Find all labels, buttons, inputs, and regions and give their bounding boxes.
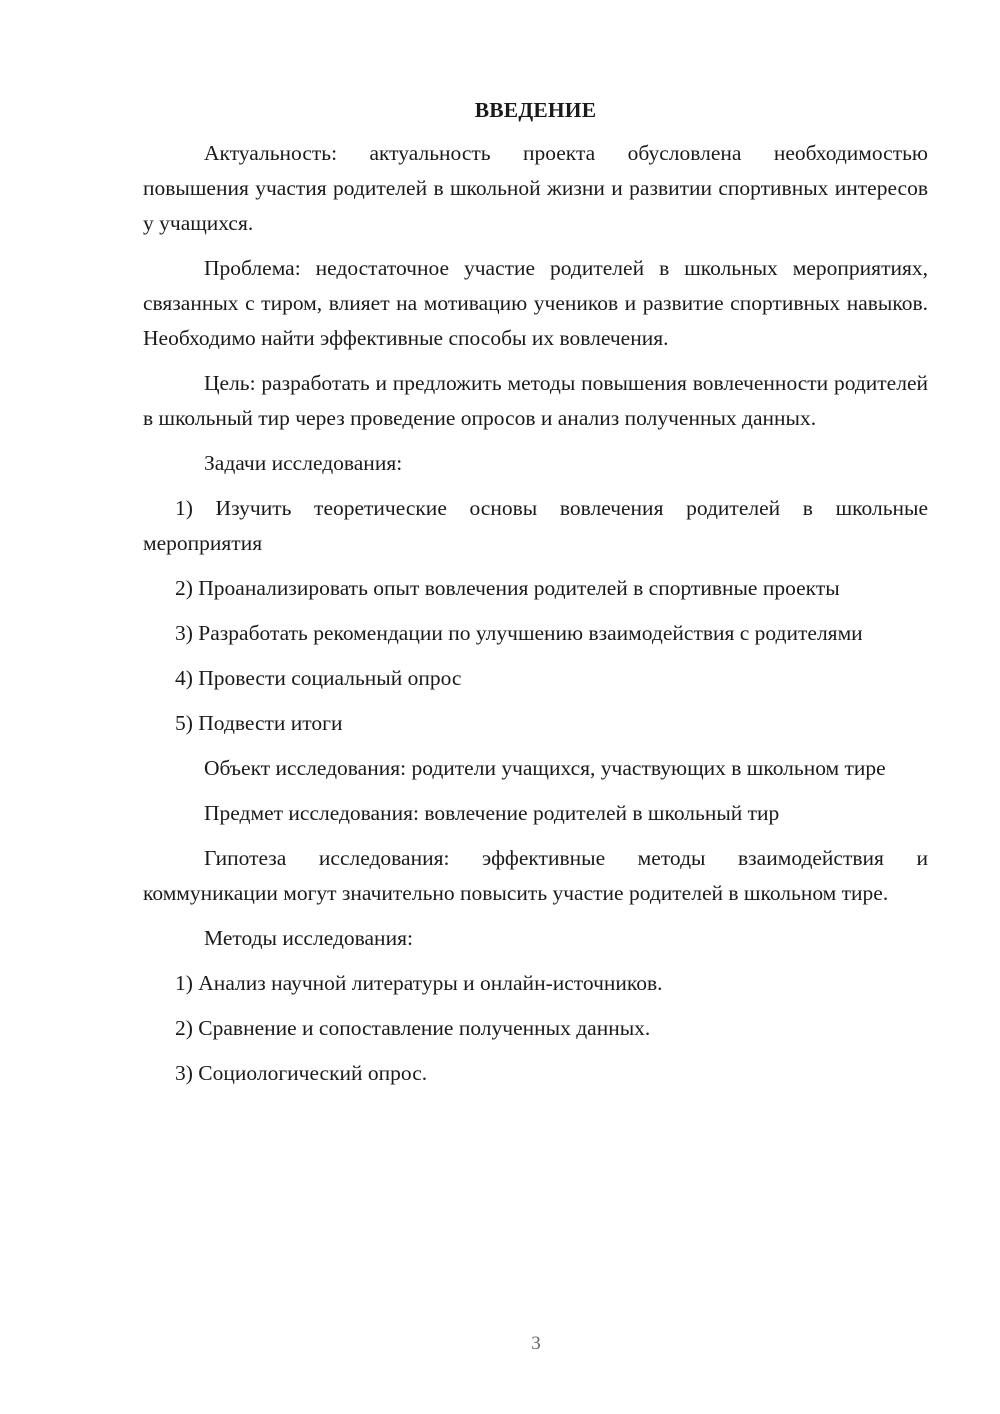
task-item: 3) Разработать рекомендации по улучшению взаимодействия с родителями xyxy=(175,621,863,645)
problem-paragraph: Проблема: недостаточное участие родителей в школьных мероприятиях, связанных с тиром, влияет на мотивацию учеников и развитие спортивных навыков. Необходимо найти эффективные способы их вовлечения. xyxy=(143,256,928,350)
method-item: 2) Сравнение и сопоставление полученных данных. xyxy=(175,1016,651,1040)
task-item: 2) Проанализировать опыт вовлечения родителей в спортивные проекты xyxy=(175,576,840,600)
task-item: 1) Изучить теоретические основы вовлечения родителей в школьные мероприятия xyxy=(143,496,928,555)
method-item: 1) Анализ научной литературы и онлайн-источников. xyxy=(175,971,663,995)
method-item: 3) Социологический опрос. xyxy=(175,1061,428,1085)
task-item: 4) Провести социальный опрос xyxy=(175,666,462,690)
hypothesis-paragraph: Гипотеза исследования: эффективные методы взаимодействия и коммуникации могут значительно повысить участие родителей в школьном тире. xyxy=(143,846,928,905)
section-title: ВВЕДЕНИЕ xyxy=(474,98,597,122)
object-paragraph: Объект исследования: родители учащихся, участвующих в школьном тире xyxy=(204,756,886,780)
document-page xyxy=(143,94,928,1101)
methods-heading: Методы исследования: xyxy=(204,926,413,950)
relevance-paragraph: Актуальность: актуальность проекта обусловлена необходимостью повышения участия родителей в школьной жизни и развитии спортивных интересов у учащихся. xyxy=(143,141,928,235)
task-item: 5) Подвести итоги xyxy=(175,711,343,735)
goal-paragraph: Цель: разработать и предложить методы повышения вовлеченности родителей в школьный тир через проведение опросов и анализ полученных данных. xyxy=(143,371,928,430)
tasks-heading: Задачи исследования: xyxy=(204,451,403,475)
page-number: 3 xyxy=(531,1333,541,1354)
subject-paragraph: Предмет исследования: вовлечение родителей в школьный тир xyxy=(204,801,780,825)
